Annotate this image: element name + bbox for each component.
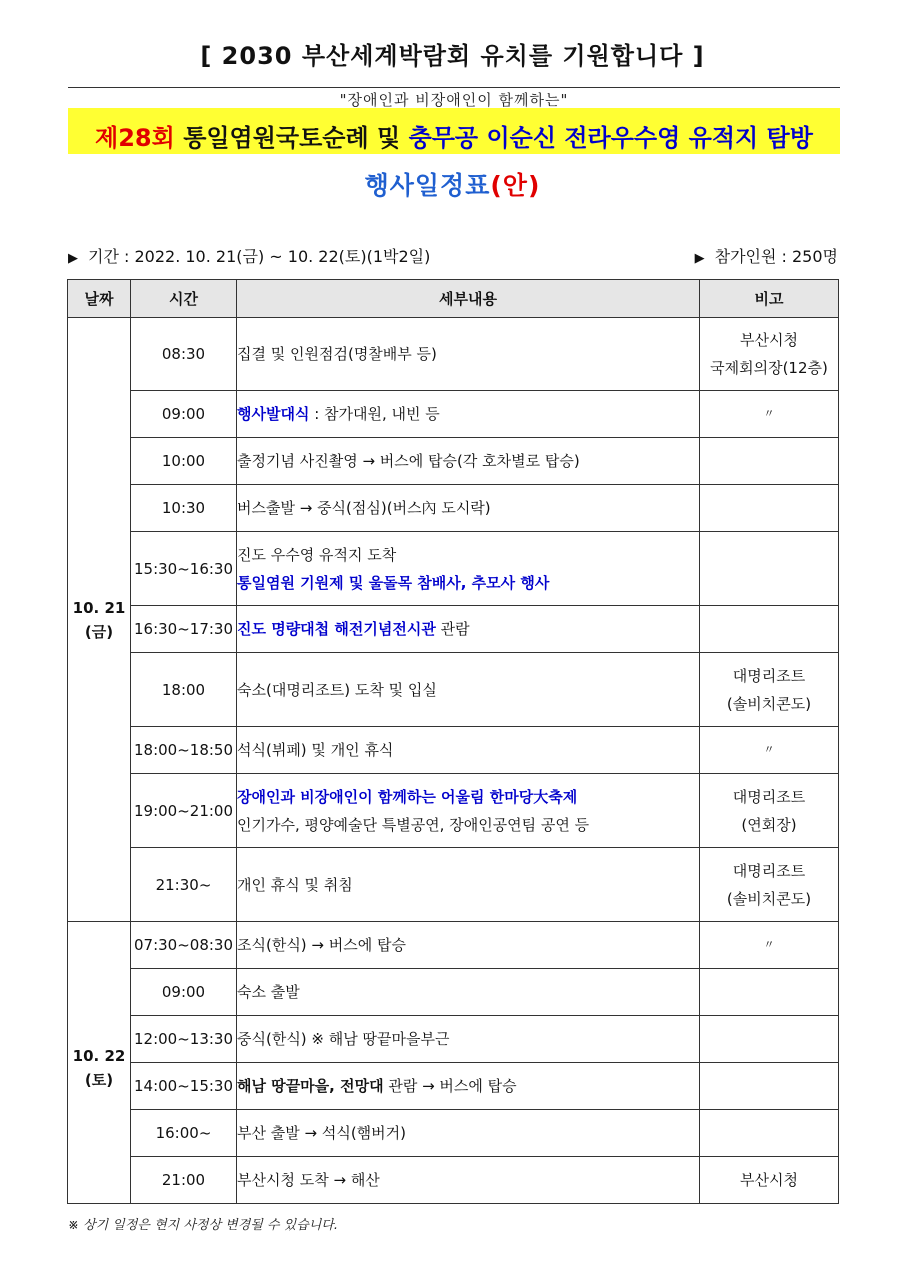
table-row [68,1016,839,1063]
content-cell: 버스출발 → 중식(점심)(버스內 도시락) [237,485,700,532]
note-line: 대명리조트 [732,666,806,685]
time-cell: 09:00 [131,969,237,1016]
table-row [68,318,839,391]
note-cell: 부산시청 [700,1157,839,1204]
time-cell: 15:30~16:30 [131,532,237,606]
table-row [68,606,839,653]
content-cell: 숙소 출발 [237,969,700,1016]
content-highlight: 행사발대식 [237,405,310,423]
header-note: 비고 [700,280,839,318]
note-cell [700,438,839,485]
note-cell [700,969,839,1016]
content-cell: 숙소(대명리조트) 도착 및 입실 [237,653,700,727]
triangle-bullet-icon: ▶ [68,251,78,266]
header-content: 세부내용 [237,280,700,318]
content-text: 관람 [435,620,470,638]
table-header-row [68,280,839,318]
title-visit: 충무공 이순신 전라우수영 유적지 탐방 [408,124,813,152]
content-text: 인기가수, 평양예술단 특별공연, 장애인공연팀 공연 등 [237,815,590,834]
table-row [68,485,839,532]
main-title [68,118,840,153]
day2-weekday: (토) [84,1071,114,1089]
content-cell [237,606,700,653]
table-row [68,438,839,485]
note-cell [700,1063,839,1110]
table-row [68,1110,839,1157]
time-cell: 09:00 [131,391,237,438]
subtitle: "장애인과 비장애인이 함께하는" [339,91,569,109]
note-cell [700,653,839,727]
note-cell [700,606,839,653]
content-text: 관람 → 버스에 탑승 [383,1077,517,1095]
time-cell: 19:00~21:00 [131,774,237,848]
note-cell [700,1016,839,1063]
content-cell: 석식(뷔페) 및 개인 휴식 [237,727,700,774]
note-cell: 〃 [700,922,839,969]
content-cell [237,391,700,438]
table-row [68,1157,839,1204]
header-date: 날짜 [68,280,131,318]
document-title-suffix: (안) [490,171,541,200]
time-cell: 21:00 [131,1157,237,1204]
content-cell: 부산시청 도착 → 해산 [237,1157,700,1204]
time-cell: 14:00~15:30 [131,1063,237,1110]
document-title [0,166,905,202]
time-cell: 18:00 [131,653,237,727]
table-row [68,848,839,922]
note-line: 대명리조트 [732,861,806,880]
day2-date: 10. 22 [72,1047,126,1065]
footnote: ※ 상기 일정은 현지 사정상 변경될 수 있습니다. [68,1218,338,1233]
content-cell: 중식(한식) ※ 해남 땅끝마을부근 [237,1016,700,1063]
content-cell: 조식(한식) → 버스에 탑승 [237,922,700,969]
note-line: (연회장) [741,815,797,834]
note-cell [700,774,839,848]
note-cell [700,485,839,532]
time-cell: 08:30 [131,318,237,391]
content-cell [237,1063,700,1110]
note-cell [700,318,839,391]
table-row [68,532,839,606]
table-row [68,653,839,727]
content-highlight: 진도 명량대첩 해전기념전시관 [237,620,436,638]
event-period-text: 기간 : 2022. 10. 21(금) ~ 10. 22(토)(1박2일) [88,247,431,266]
note-cell: 〃 [700,727,839,774]
content-highlight: 장애인과 비장애인이 함께하는 어울림 한마당大축제 [237,787,578,806]
day1-date-cell [68,318,131,922]
note-cell [700,1110,839,1157]
triangle-bullet-icon: ▶ [694,251,705,266]
time-cell: 18:00~18:50 [131,727,237,774]
table-row [68,969,839,1016]
note-line: 국제회의장(12층) [710,359,828,377]
table-row [68,774,839,848]
table-row [68,1063,839,1110]
title-edition: 제28회 [95,124,175,152]
content-cell: 부산 출발 → 석식(햄버거) [237,1110,700,1157]
table-row [68,391,839,438]
participant-count-text: 참가인원 : 250명 [714,247,838,266]
time-cell: 16:30~17:30 [131,606,237,653]
note-cell [700,848,839,922]
note-cell: 〃 [700,391,839,438]
time-cell: 10:00 [131,438,237,485]
note-line: 부산시청 [740,331,798,349]
document-title-main: 행사일정표 [364,171,491,200]
event-banner: [ 2030 부산세계박람회 유치를 기원합니다 ] [200,42,705,70]
content-cell [237,774,700,848]
note-line: 대명리조트 [732,787,806,806]
content-cell [237,532,700,606]
schedule-table [67,279,839,1204]
note-line: (솔비치콘도) [726,889,812,908]
day2-date-cell [68,922,131,1204]
content-cell: 개인 휴식 및 취침 [237,848,700,922]
time-cell: 07:30~08:30 [131,922,237,969]
table-row [68,922,839,969]
time-cell: 10:30 [131,485,237,532]
note-cell [700,532,839,606]
content-text: 진도 우수영 유적지 도착 [237,545,397,564]
time-cell: 12:00~13:30 [131,1016,237,1063]
content-cell: 출정기념 사진촬영 → 버스에 탑승(각 호차별로 탑승) [237,438,700,485]
day1-date: 10. 21 [72,598,126,617]
participant-count [695,244,838,267]
title-header-box [68,87,840,154]
content-bold: 해남 땅끝마을, 전망대 [237,1077,384,1095]
content-highlight: 통일염원 기원제 및 울돌목 참배사, 추모사 행사 [237,573,550,592]
table-row [68,727,839,774]
header-time: 시간 [131,280,237,318]
content-text: : 참가대원, 내빈 등 [309,405,440,423]
event-period [68,244,430,267]
content-cell: 집결 및 인원점검(명찰배부 등) [237,318,700,391]
note-line: (솔비치콘도) [726,694,812,713]
day1-weekday: (금) [84,622,114,641]
title-event: 통일염원국토순례 및 [183,124,401,152]
time-cell: 21:30~ [131,848,237,922]
time-cell: 16:00~ [131,1110,237,1157]
